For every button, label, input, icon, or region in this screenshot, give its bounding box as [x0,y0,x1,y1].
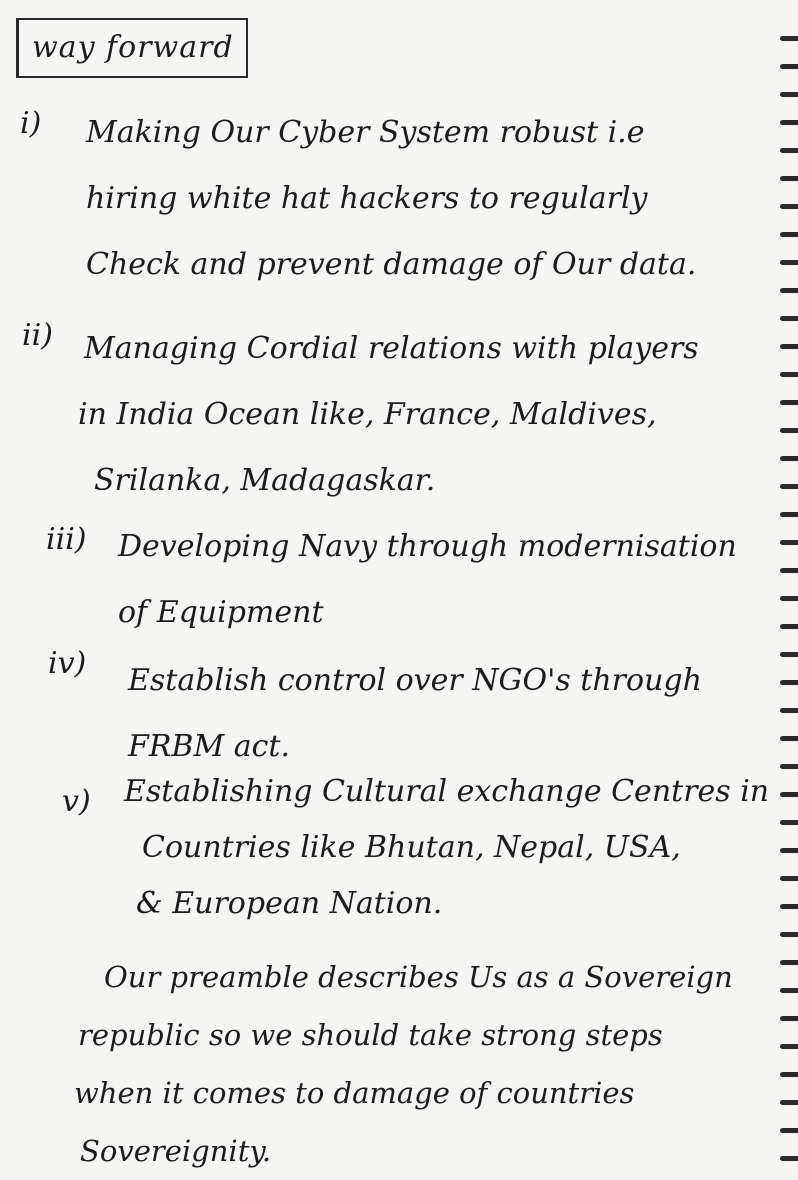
spiral-ring [780,64,798,69]
item-marker-1: i) [20,106,42,141]
spiral-ring [780,400,798,405]
spiral-ring [780,148,798,153]
list-item-1 [86,100,696,298]
spiral-ring [780,92,798,97]
spiral-ring [780,540,798,545]
item-5-line-3: & European Nation. [136,886,443,921]
spiral-ring [780,904,798,909]
spiral-ring [780,120,798,125]
spiral-ring [780,36,798,41]
list-item-4 [128,648,702,780]
spiral-ring [780,960,798,965]
spiral-ring [780,1044,798,1049]
spiral-ring [780,932,798,937]
spiral-ring [780,288,798,293]
closing-line-4: Sovereignity. [80,1134,272,1168]
spiral-ring [780,1100,798,1105]
spiral-ring [780,764,798,769]
item-marker-5: v) [62,784,91,819]
spiral-ring [780,372,798,377]
item-4-line-2: FRBM act. [128,729,290,764]
spiral-ring [780,176,798,181]
closing-line-1: Our preamble describes Us as a Sovereign [104,960,733,994]
item-1-line-3: Check and prevent damage of Our data. [86,247,697,282]
closing-paragraph [74,948,733,1180]
spiral-ring [780,708,798,713]
spiral-ring [780,736,798,741]
spiral-ring [780,596,798,601]
item-5-line-2: Countries like Bhutan, Nepal, USA, [142,830,681,865]
item-marker-2: ii) [22,318,53,353]
list-item-2 [78,316,699,514]
item-marker-4: iv) [48,646,87,681]
closing-line-2: republic so we should take strong steps [78,1018,663,1052]
item-4-line-1: Establish control over NGO's through [128,663,702,698]
spiral-ring [780,204,798,209]
item-3-line-2: of Equipment [118,595,324,630]
spiral-ring [780,680,798,685]
item-2-line-2: in India Ocean like, France, Maldives, [78,397,657,432]
page-heading: way forward [32,30,234,65]
item-5-line-1: Establishing Cultural exchange Centres in [124,774,770,809]
item-3-line-1: Developing Navy through modernisation [118,529,737,564]
spiral-ring [780,484,798,489]
spiral-ring [780,568,798,573]
spiral-ring [780,820,798,825]
spiral-ring [780,260,798,265]
spiral-ring [780,848,798,853]
spiral-ring [780,456,798,461]
spiral-ring [780,876,798,881]
spiral-ring [780,792,798,797]
item-2-line-1: Managing Cordial relations with players [84,331,699,366]
spiral-ring [780,1072,798,1077]
spiral-ring [780,316,798,321]
item-marker-3: iii) [46,522,87,557]
spiral-ring [780,652,798,657]
item-2-line-3: Srilanka, Madagaskar. [94,463,436,498]
spiral-ring [780,344,798,349]
closing-line-3: when it comes to damage of countries [74,1076,635,1110]
spiral-ring [780,1156,798,1161]
spiral-ring [780,988,798,993]
spiral-ring [780,1128,798,1133]
spiral-binding [778,0,798,1177]
list-item-3 [118,514,737,646]
spiral-ring [780,1016,798,1021]
spiral-ring [780,624,798,629]
list-item-5 [124,764,769,932]
spiral-ring [780,232,798,237]
item-1-line-1: Making Our Cyber System robust i.e [86,115,645,150]
spiral-ring [780,512,798,517]
spiral-ring [780,428,798,433]
item-1-line-2: hiring white hat hackers to regularly [86,181,648,216]
